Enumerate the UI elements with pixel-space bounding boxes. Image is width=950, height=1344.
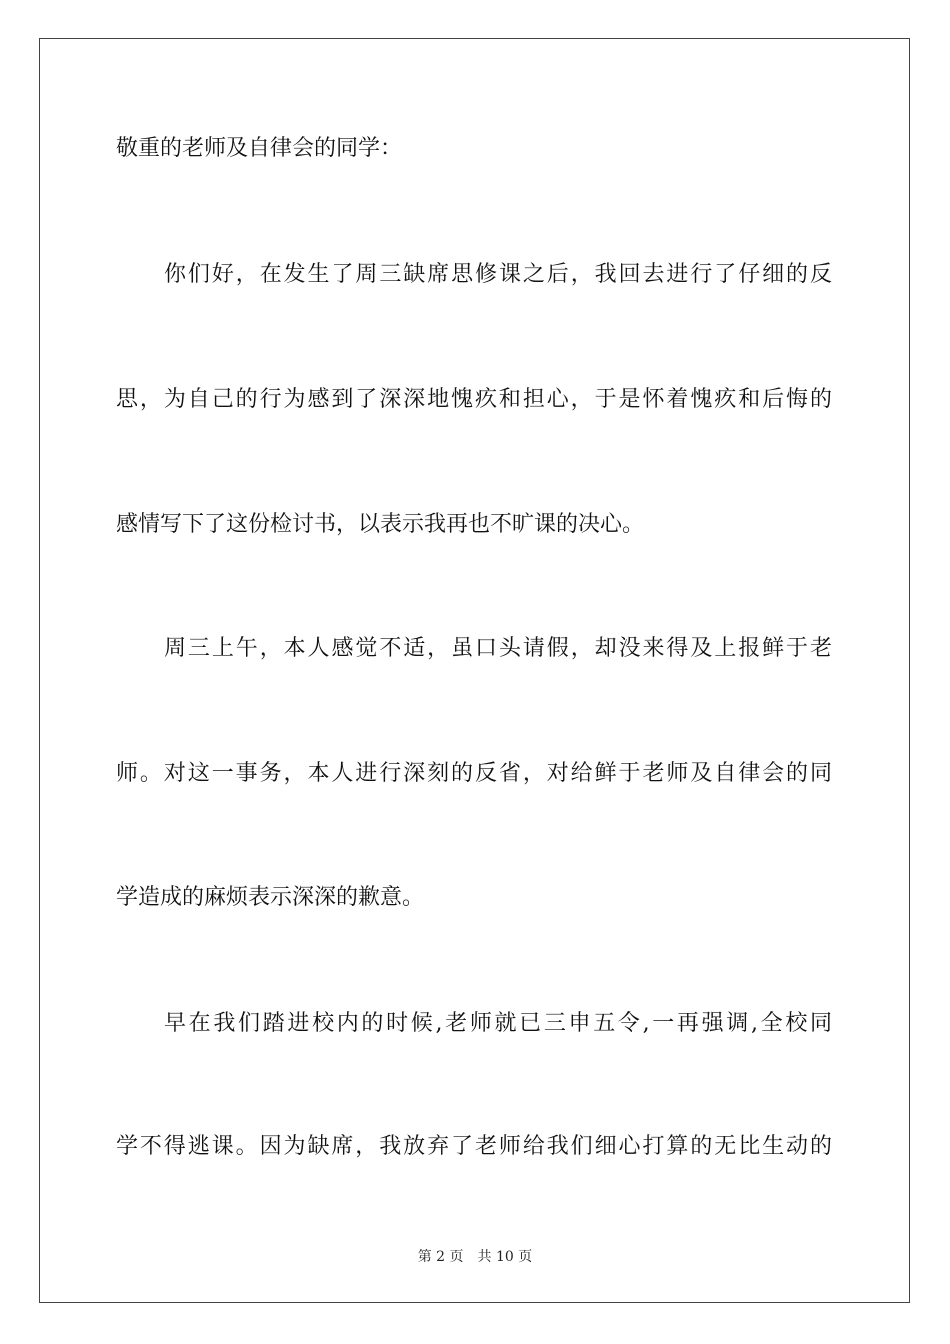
paragraph-line: 师。对这一事务，本人进行深刻的反省，对给鲜于老师及自律会的同 — [116, 761, 832, 786]
paragraph-line: 学造成的麻烦表示深深的歉意。 — [116, 885, 425, 910]
paragraph-line: 早在我们踏进校内的时候,老师就已三申五令,一再强调,全校同 — [164, 1011, 832, 1036]
salutation: 敬重的老师及自律会的同学： — [116, 136, 403, 161]
total-pages: 共 10 页 — [477, 1249, 533, 1265]
paragraph-line: 学不得逃课。因为缺席，我放弃了老师给我们细心打算的无比生动的 — [116, 1134, 832, 1159]
paragraph-line: 感情写下了这份检讨书，以表示我再也不旷课的决心。 — [116, 512, 645, 537]
page-number: 第 2 页 — [417, 1249, 464, 1265]
page-border — [39, 38, 910, 1303]
paragraph-line: 你们好，在发生了周三缺席思修课之后，我回去进行了仔细的反 — [164, 262, 832, 287]
paragraph-line: 周三上午，本人感觉不适，虽口头请假，却没来得及上报鲜于老 — [164, 636, 832, 661]
page-footer — [0, 1248, 950, 1266]
paragraph-line: 思，为自己的行为感到了深深地愧疚和担心，于是怀着愧疚和后悔的 — [116, 387, 832, 412]
